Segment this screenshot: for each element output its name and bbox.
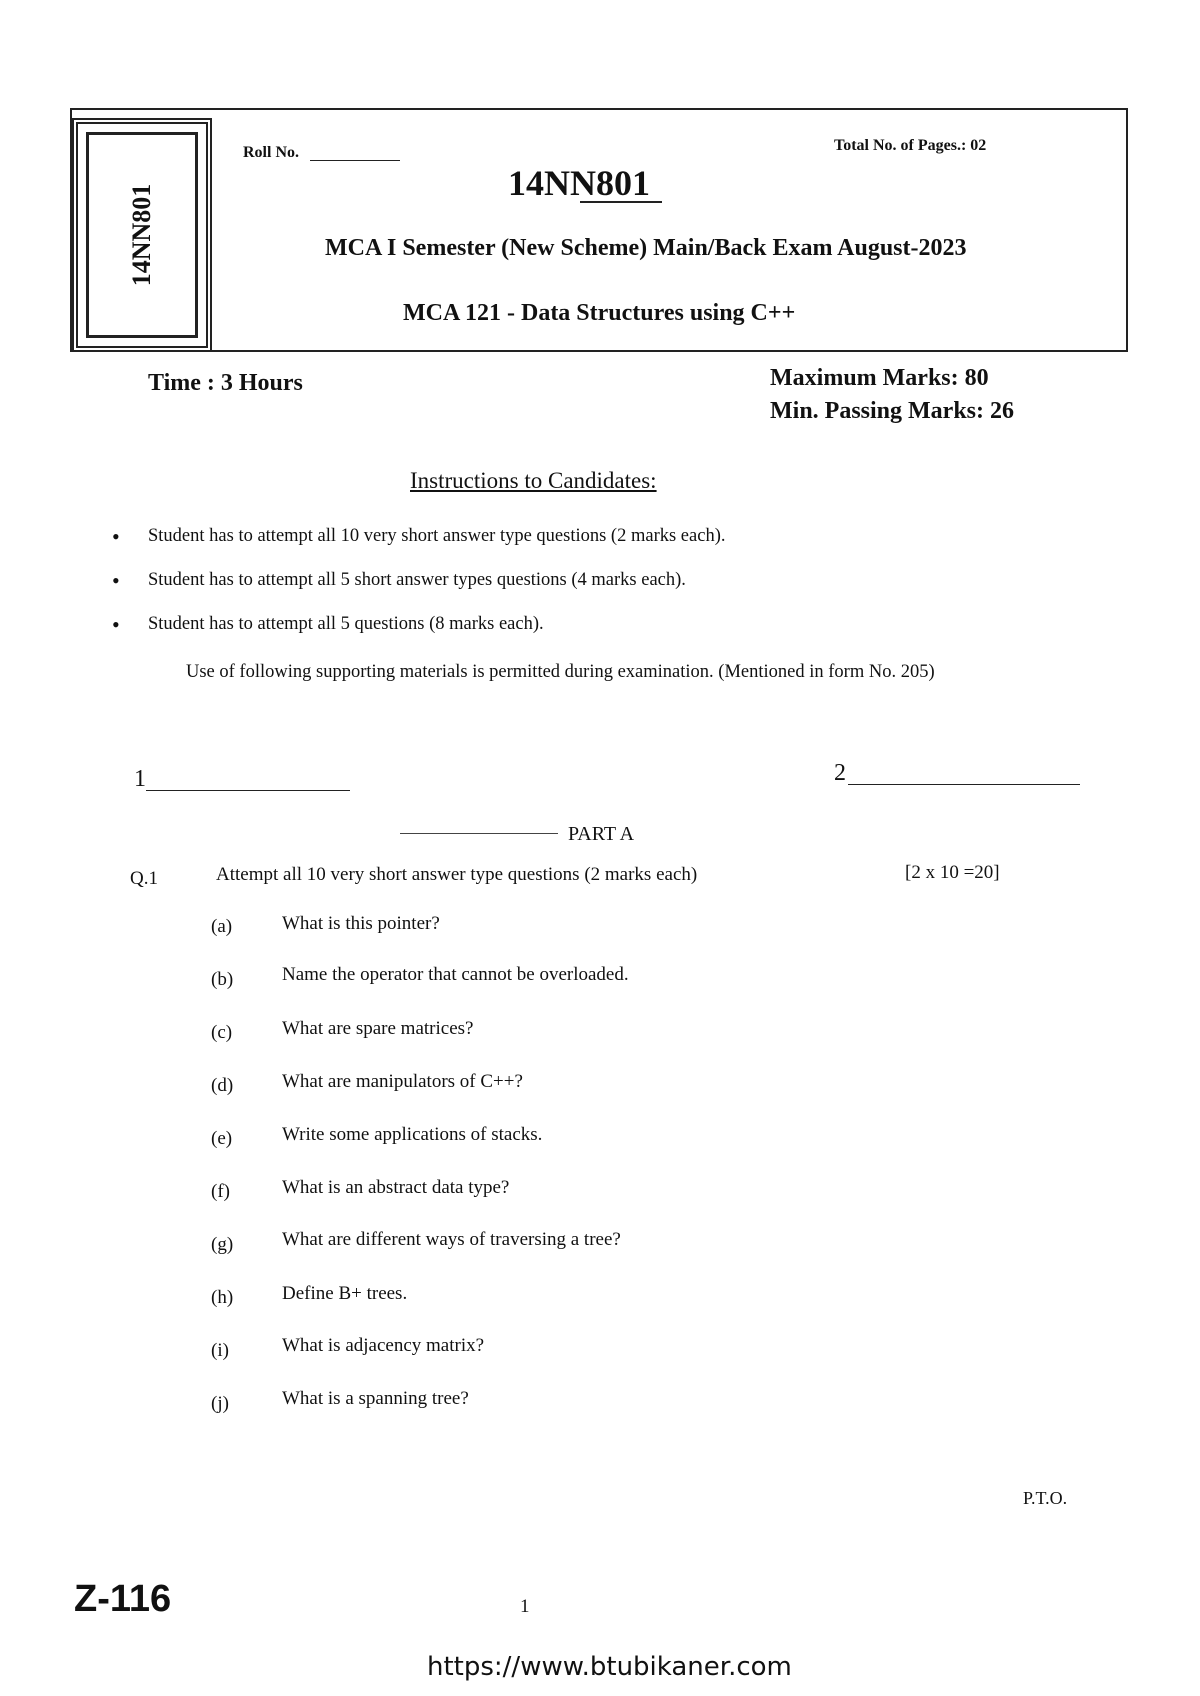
sub-question-letter: (f) xyxy=(211,1181,230,1202)
sub-question-text: What is this pointer? xyxy=(282,913,440,934)
side-paper-code: 14NN801 xyxy=(127,183,156,287)
sub-question-text: What is adjacency matrix? xyxy=(282,1335,485,1356)
source-website: https://www.btubikaner.com xyxy=(427,1652,792,1682)
sub-question-text: What are manipulators of C++? xyxy=(282,1071,523,1092)
paper-code-underline xyxy=(580,201,662,203)
supporting-material-2-label: 2 xyxy=(834,760,846,786)
paper-code: 14NN801 xyxy=(508,163,650,203)
sub-question-text: Define B+ trees. xyxy=(282,1283,408,1304)
sub-question-text: What are spare matrices? xyxy=(282,1018,474,1039)
instruction-item: • Student has to attempt all 5 short answer types questions (4 marks each). xyxy=(112,570,1112,614)
total-pages: Total No. of Pages.: 02 xyxy=(834,137,987,154)
subject-title: MCA 121 - Data Structures using C++ xyxy=(403,300,796,326)
question-number: Q.1 xyxy=(130,868,158,889)
exam-time: Time : 3 Hours xyxy=(148,370,303,396)
part-title-dash xyxy=(400,833,558,834)
sub-question-letter: (i) xyxy=(211,1340,229,1361)
supporting-material-2-line xyxy=(848,784,1080,785)
sheet-code: Z-116 xyxy=(74,1578,172,1620)
sub-question-letter: (h) xyxy=(211,1287,234,1308)
instructions-list xyxy=(112,526,1112,658)
side-code-inner-frame xyxy=(86,132,198,338)
min-passing-marks: Min. Passing Marks: 26 xyxy=(770,398,1015,424)
roll-no-blank-line xyxy=(310,160,400,161)
question-instruction: Attempt all 10 very short answer type questions (2 marks each) xyxy=(216,864,698,885)
sub-question-letter: (b) xyxy=(211,969,234,990)
supporting-material-1-label: 1 xyxy=(134,766,146,792)
part-title: PART A xyxy=(568,823,635,845)
sub-question-letter: (c) xyxy=(211,1022,233,1043)
supporting-material-1-line xyxy=(146,790,350,791)
sub-question-text: Name the operator that cannot be overloaded. xyxy=(282,964,629,985)
sub-question-letter: (d) xyxy=(211,1075,234,1096)
sub-question-text: What is an abstract data type? xyxy=(282,1177,510,1198)
supporting-materials-note: Use of following supporting materials is permitted during examination. (Mentioned in form No. 205) xyxy=(186,662,935,682)
page-number: 1 xyxy=(520,1596,530,1617)
side-code-box xyxy=(72,118,212,352)
maximum-marks: Maximum Marks: 80 xyxy=(770,365,989,391)
sub-question-text: What is a spanning tree? xyxy=(282,1388,469,1409)
sub-question-letter: (j) xyxy=(211,1393,229,1414)
instruction-item: • Student has to attempt all 5 questions (8 marks each). xyxy=(112,614,1112,658)
please-turn-over: P.T.O. xyxy=(1023,1488,1068,1508)
sub-question-letter: (g) xyxy=(211,1234,234,1255)
sub-question-letter: (a) xyxy=(211,916,233,937)
sub-question-text: What are different ways of traversing a tree? xyxy=(282,1229,621,1250)
instructions-heading: Instructions to Candidates: xyxy=(410,468,657,493)
exam-title: MCA I Semester (New Scheme) Main/Back Exam August-2023 xyxy=(325,235,967,261)
sub-question-letter: (e) xyxy=(211,1128,233,1149)
sub-question-text: Write some applications of stacks. xyxy=(282,1124,543,1145)
instruction-item: • Student has to attempt all 10 very short answer type questions (2 marks each). xyxy=(112,526,1112,570)
question-marks: [2 x 10 =20] xyxy=(905,862,1000,883)
roll-no-label: Roll No. xyxy=(243,144,299,161)
